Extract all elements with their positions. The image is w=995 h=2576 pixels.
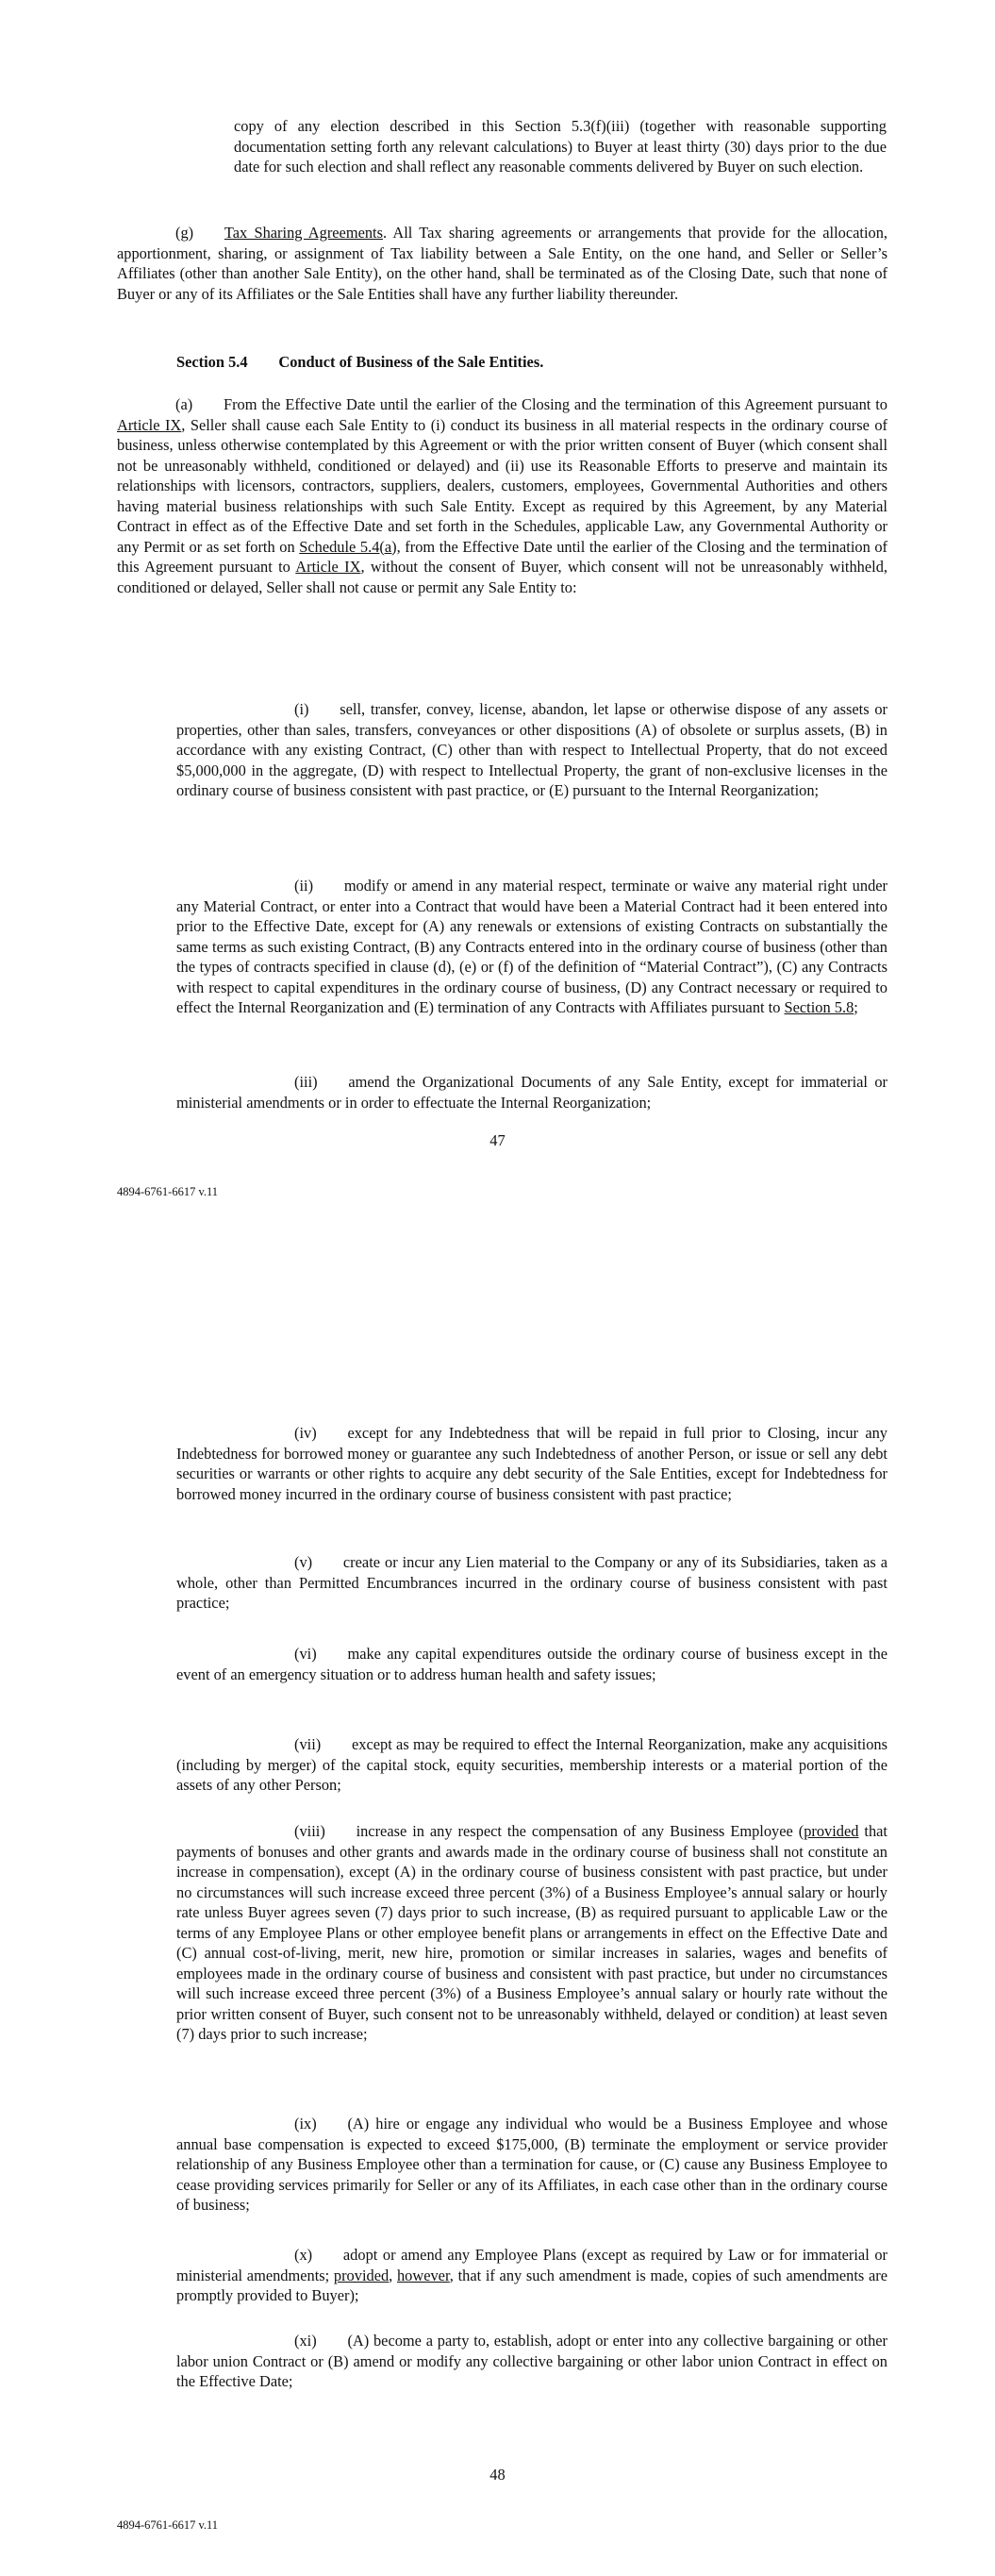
clause-ii: (ii) modify or amend in any material respect, terminate or waive any material right under any Material Contract, or enter into a Contract that would have been a Material Contract had it been entered into prior to the Effective Date, except for (A) any renewals or extensions of existing Contracts on substantially the same terms as such existing Contract, (B) any Contracts entered into in the ordinary course of business (other than the types of contracts specified in clause (d), (e) or (f) of the definition of “Material Contract”), (C) any Contracts with respect to capital expenditures in the ordinary course of business, (D) any Contract necessary or required to effect the Internal Reorganization and (E) termination of any Contracts with Affiliates pursuant to Section 5.8; bbox=[176, 877, 887, 1016]
clause-ix: (ix) (A) hire or engage any individual who would be a Business Employee and whose annual base compensation is expected to exceed $175,000, (B) terminate the employment or service provider relationship of any Business Employee other than a termination for cause, or (C) cause any Business Employee to cease providing services primarily for Seller or any of its Affiliates, in each case other than in the ordinary course of business; bbox=[176, 2115, 887, 2214]
page-number: 47 bbox=[489, 1131, 506, 1149]
document-footer: 4894-6761-6617 v.11 bbox=[117, 1185, 219, 1198]
clause-a: (a) From the Effective Date until the earlier of the Closing and the termination of this Agreement pursuant to Article IX, Seller shall cause each Sale Entity to (i) conduct its business in all material respects in the ordinary course of business, unless otherwise contemplated by this Agreement or with the prior written consent of Buyer (which consent shall not be unreasonably withheld, conditioned or delayed) and (ii) use its Reasonable Efforts to preserve and maintain its relationships with licensors, contractors, suppliers, dealers, customers, employees, Governmental Authorities and others having material business relationships with such Sale Entity. Except as required by this Agreement, by any Material Contract in effect as of the Effective Date and set forth in the Schedules, applicable Law, any Governmental Authority or any Permit or as set forth on Schedule 5.4(a), from the Effective Date until the earlier of the Closing and the termination of this Agreement pursuant to Article IX, without the consent of Buyer, which consent will not be unreasonably withheld, conditioned or delayed, Seller shall not cause or permit any Sale Entity to: bbox=[117, 395, 888, 596]
clause-vii: (vii) except as may be required to effect the Internal Reorganization, make any acquisitions (including by merger) of the capital stock, equity securities, membership interests or a material portion of the assets of any other Person; bbox=[176, 1735, 887, 1794]
clause-viii: (viii) increase in any respect the compensation of any Business Employee (provided that payments of bonuses and other grants and awards made in the ordinary course of business shall not constitute an increase in compensation), except (A) in the ordinary course of business consistent with past practice, but under no circumstances will such increase exceed three percent (3%) of a Business Employee’s annual salary or hourly rate unless Buyer agrees seven (7) days prior to such increase, (B) as required pursuant to applicable Law or the terms of any Employee Plans or other employee benefit plans or arrangements in effect on the Effective Date and (C) annual cost-of-living, merit, new hire, promotion or similar increases in salaries, wages and benefits of employees made in the ordinary course of business and consistent with past practice, but under no circumstances will such increase exceed three percent (3%) of a Business Employee’s annual salary or hourly rate without the prior written consent of Buyer, such consent not to be unreasonably withheld, delayed or condition) at least seven (7) days prior to such increase; bbox=[176, 1822, 887, 2043]
page-48 bbox=[0, 1288, 995, 2576]
section-heading: Section 5.4 Conduct of Business of the Sale Entities. bbox=[176, 353, 544, 371]
provided-term: provided bbox=[804, 1822, 859, 1840]
clause-v: (v) create or incur any Lien material to the Company or any of its Subsidiaries, taken as a whole, other than Permitted Encumbrances incurred in the ordinary course of business consistent with past practice; bbox=[176, 1553, 887, 1612]
article-ix-reference: Article IX bbox=[117, 415, 182, 434]
clause-x: (x) adopt or amend any Employee Plans (except as required by Law or for immaterial or ministerial amendments; provided, however, that if any such amendment is made, copies of such amendments are promptly provided to Buyer); bbox=[176, 2246, 887, 2304]
provided-term: provided bbox=[333, 2266, 390, 2284]
clause-vi: (vi) make any capital expenditures outside the ordinary course of business except in the event of an emergency situation or to address human health and safety issues; bbox=[176, 1645, 887, 1683]
clause-iii: (iii) amend the Organizational Documents of any Sale Entity, except for immaterial or ministerial amendments or in order to effectuate the Internal Reorganization; bbox=[176, 1073, 887, 1112]
clause-i: (i) sell, transfer, convey, license, abandon, let lapse or otherwise dispose of any assets or properties, other than sales, transfers, conveyances or other dispositions (A) of obsolete or surplus assets, (B) in accordance with any existing Contract, (C) other than with respect to Intellectual Property, that do not exceed $5,000,000 in the aggregate, (D) with respect to Intellectual Property, the grant of non-exclusive licenses in the ordinary course of business consistent with past practice, or (E) pursuant to the Internal Reorganization; bbox=[176, 700, 887, 799]
clause-iv: (iv) except for any Indebtedness that will be repaid in full prior to Closing, incur any Indebtedness for borrowed money or guarantee any such Indebtedness of another Person, or issue or sell any debt securities or warrants or other rights to acquire any debt security of the Sale Entities, except for Indebtedness for borrowed money incurred in the ordinary course of business consistent with past practice; bbox=[176, 1424, 887, 1503]
document-footer: 4894-6761-6617 v.11 bbox=[117, 2518, 219, 2532]
schedule-reference: Schedule 5.4(a) bbox=[299, 537, 397, 556]
however-term: however bbox=[396, 2266, 450, 2284]
clause-xi: (xi) (A) become a party to, establish, adopt or enter into any collective bargaining or other labor union Contract or (B) amend or modify any collective bargaining or other labor union Contract in effect on the Effective Date; bbox=[176, 2332, 887, 2390]
continued-paragraph: copy of any election described in this Section 5.3(f)(iii) (together with reasonable supporting documentation setting forth any relevant calculations) to Buyer at least thirty (30) days prior to the due date for such election and shall reflect any reasonable comments delivered by Buyer on such election. bbox=[234, 117, 887, 176]
section-5-8-reference: Section 5.8 bbox=[784, 998, 854, 1016]
page-number: 48 bbox=[489, 2466, 506, 2484]
article-ix-reference: Article IX bbox=[295, 558, 361, 576]
clause-g-title: Tax Sharing Agreements bbox=[224, 224, 383, 242]
clause-g: (g) Tax Sharing Agreements. All Tax sharing agreements or arrangements that provide for the allocation, apportionment, sharing, or assignment of Tax liability between a Sale Entity, on the one hand, and Seller or Seller’s Affiliates (other than another Sale Entity), on the other hand, shall be terminated as of the Closing Date, such that none of Buyer or any of its Affiliates or the Sale Entities shall have any further liability thereunder. bbox=[117, 224, 888, 303]
